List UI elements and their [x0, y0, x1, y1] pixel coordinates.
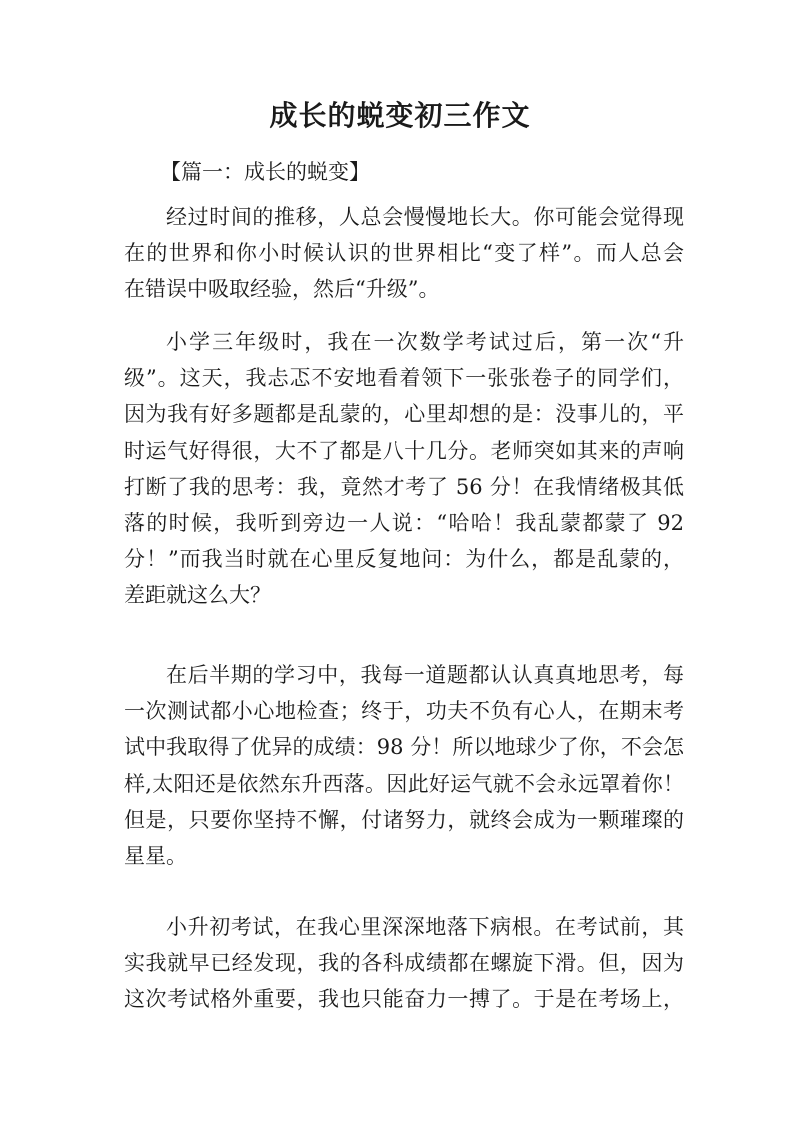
paragraph-3 — [124, 657, 684, 874]
paragraph-line: 经过时间的推移，人总会慢慢地长大。你可能会觉得现 — [166, 205, 684, 229]
section-heading: 【篇一：成长的蜕变】 — [160, 160, 370, 184]
document-title: 成长的蜕变初三作文 — [269, 99, 531, 132]
paragraph-line: 实我就早已经发现，我的各科成绩都在螺旋下滑。但，因为 — [124, 951, 684, 976]
paragraph-line: 差距就这么大？ — [124, 583, 271, 608]
paragraph-line: 在错误中吸取经验，然后“升级”。 — [124, 277, 440, 302]
paragraph-line: 但是，只要你坚持不懈，付诸努力，就终会成为一颗璀璨的 — [124, 807, 684, 832]
paragraph-line: 级”。这天，我忐忑不安地看着领下一张张卷子的同学们， — [124, 366, 684, 391]
paragraph-line: 星星。 — [124, 843, 187, 868]
paragraph-line: 小学三年级时，我在一次数学考试过后，第一次“升 — [166, 330, 684, 354]
paragraph-line: 打断了我的思考：我，竟然才考了 56 分！在我情绪极其低 — [124, 474, 684, 499]
paragraph-2 — [124, 324, 684, 614]
paragraph-line: 试中我取得了优异的成绩：98 分！所以地球少了你，不会怎 — [124, 735, 684, 760]
paragraph-line: 这次考试格外重要，我也只能奋力一搏了。于是在考场上， — [124, 987, 684, 1012]
paragraph-line: 在的世界和你小时候认识的世界相比“变了样”。而人总会 — [124, 241, 684, 266]
paragraph-line: 分！”而我当时就在心里反复地问：为什么，都是乱蒙的， — [124, 547, 684, 572]
paragraph-line: 样,太阳还是依然东升西落。因此好运气就不会永远罩着你！ — [124, 771, 684, 796]
paragraph-line: 小升初考试，在我心里深深地落下病根。在考试前，其 — [166, 915, 684, 939]
paragraph-line: 时运气好得很，大不了都是八十几分。老师突如其来的声响 — [124, 438, 684, 463]
paragraph-line: 一次测试都小心地检查；终于，功夫不负有心人，在期末考 — [124, 699, 684, 724]
paragraph-line: 因为我有好多题都是乱蒙的，心里却想的是：没事儿的，平 — [124, 402, 684, 427]
paragraph-line: 落的时候，我听到旁边一人说：“哈哈！我乱蒙都蒙了 92 — [124, 510, 684, 535]
paragraph-4 — [124, 909, 684, 1018]
paragraph-1 — [124, 199, 684, 308]
paragraph-line: 在后半期的学习中，我每一道题都认认真真地思考，每 — [166, 663, 684, 687]
